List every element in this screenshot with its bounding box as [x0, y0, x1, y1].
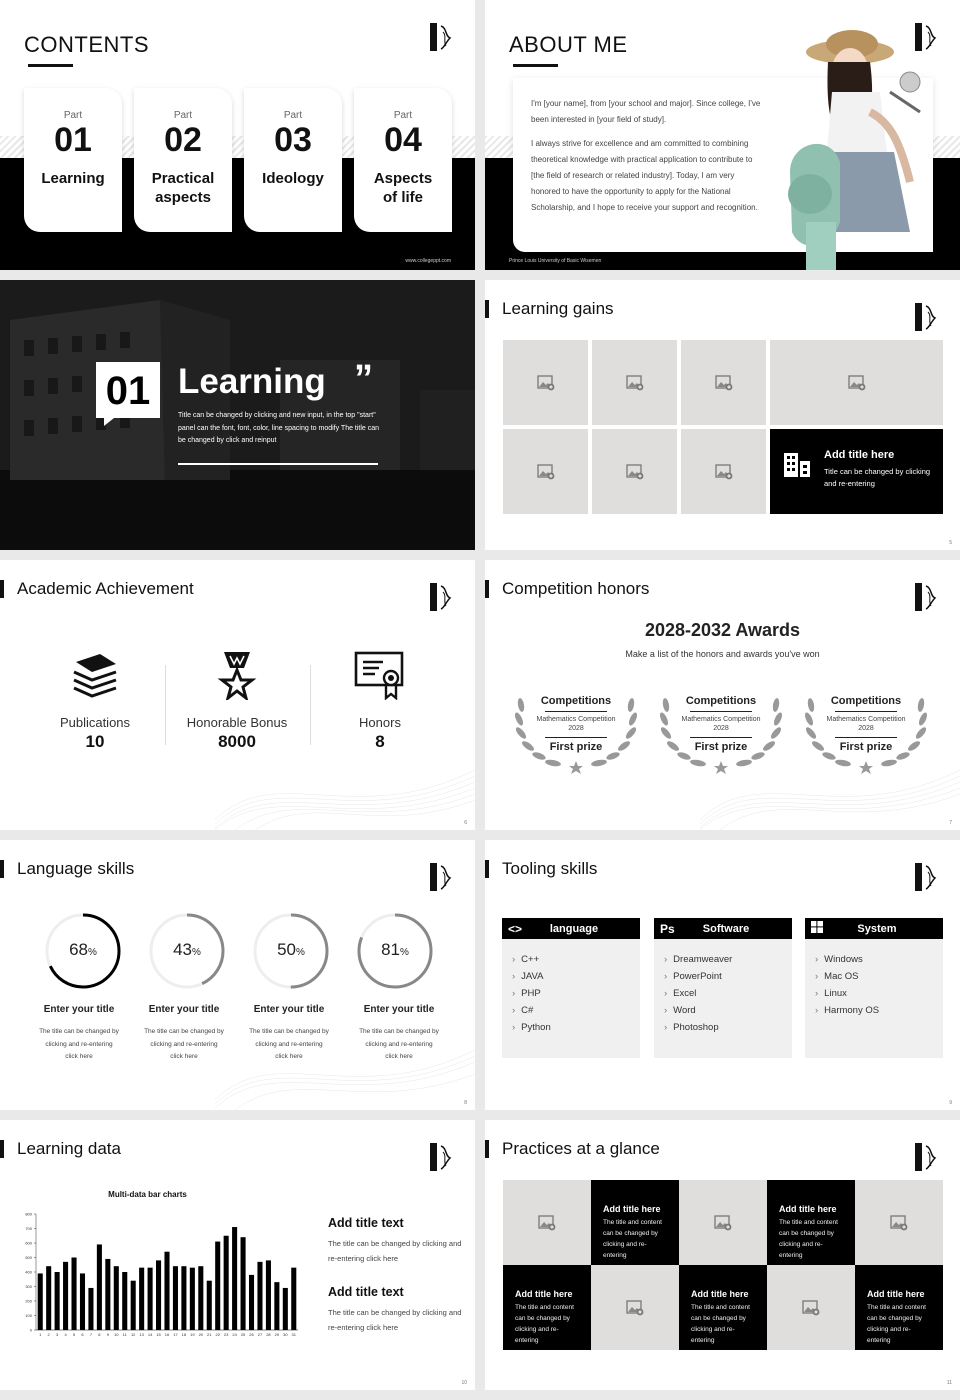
part-number: 02: [164, 121, 202, 159]
page-number: 8: [464, 1100, 467, 1106]
part-number: 03: [274, 121, 312, 159]
award-detail: Mathematics Competition 2028: [536, 716, 616, 732]
brand-logo-icon: [429, 1142, 453, 1172]
bar: [283, 1288, 288, 1330]
image-placeholder[interactable]: [855, 1180, 943, 1265]
x-tick-label: 22: [215, 1332, 220, 1337]
y-tick-label: 100: [25, 1313, 32, 1318]
skill-description: The title can be changed by clicking and re-entering click here: [359, 1028, 439, 1060]
contents-card-1[interactable]: [24, 88, 122, 232]
award-prize: First prize: [839, 741, 893, 753]
list-item: › Harmony OS: [815, 1002, 943, 1019]
image-placeholder[interactable]: [681, 429, 766, 514]
part-number: 04: [384, 121, 422, 159]
practice-card[interactable]: [855, 1265, 943, 1350]
section-title: Learning: [178, 362, 326, 401]
award-badge-1: [511, 685, 641, 777]
part-name: Aspects of life: [373, 170, 433, 206]
image-add-icon: [626, 1300, 644, 1316]
slide-language-skills[interactable]: [0, 840, 475, 1110]
x-tick-label: 16: [164, 1332, 170, 1337]
bar: [122, 1272, 127, 1330]
x-tick-label: 5: [72, 1332, 76, 1337]
card-title: Add title here: [691, 1289, 749, 1299]
slide-tooling-skills[interactable]: [485, 840, 960, 1110]
bar: [148, 1268, 153, 1330]
ring-percent: 68%: [69, 940, 97, 959]
slide-header: [0, 580, 194, 598]
part-label: Part: [283, 110, 303, 121]
image-add-icon: [715, 464, 733, 480]
bar: [274, 1282, 279, 1330]
award-detail: Mathematics Competition 2028: [681, 716, 761, 732]
x-tick-label: 11: [122, 1332, 127, 1337]
bar-chart: [12, 1208, 302, 1348]
brand-logo-icon: [914, 1142, 938, 1172]
slide-header: [485, 300, 614, 318]
medal-star-icon: [210, 650, 264, 700]
slide-about-me[interactable]: [485, 0, 960, 270]
x-tick-label: 24: [232, 1332, 237, 1337]
footer-url: www.collegeppt.com: [405, 258, 451, 264]
slide-header: [0, 860, 134, 878]
bar: [114, 1266, 119, 1330]
image-add-icon: [626, 464, 644, 480]
part-name: Ideology: [262, 170, 324, 187]
image-placeholder[interactable]: [681, 340, 766, 425]
contents-card-2[interactable]: [134, 88, 232, 232]
title-underline: [513, 64, 558, 67]
slide-title: Learning gains: [502, 299, 614, 318]
list-item: › Linux: [815, 985, 943, 1002]
bar: [249, 1275, 254, 1330]
skill-description: The title can be changed by clicking and re-entering click here: [39, 1028, 119, 1060]
slide-learning-data[interactable]: [0, 1120, 475, 1390]
brand-logo-icon: [914, 862, 938, 892]
x-tick-label: 13: [139, 1332, 144, 1337]
x-tick-label: 28: [266, 1332, 271, 1337]
ring-percent: 50%: [277, 940, 305, 959]
card-title: Add title here: [867, 1289, 925, 1299]
part-number: 01: [54, 121, 92, 159]
slide-competition-honors[interactable]: [485, 560, 960, 830]
bar: [173, 1266, 178, 1330]
slide-title: Language skills: [17, 859, 135, 878]
list-item: › C#: [512, 1002, 640, 1019]
skill-title: Enter your title: [43, 1004, 115, 1015]
x-tick-label: 2: [47, 1332, 50, 1337]
slide-header: [0, 1140, 121, 1158]
image-add-icon: [802, 1300, 820, 1316]
bar: [257, 1262, 262, 1330]
bar: [241, 1237, 246, 1330]
bar: [164, 1252, 169, 1330]
page-number: 11: [946, 1380, 952, 1386]
bar: [88, 1288, 93, 1330]
image-placeholder[interactable]: [679, 1180, 767, 1265]
bar: [156, 1260, 161, 1330]
skill-description: The title can be changed by clicking and re-entering click here: [144, 1028, 224, 1060]
part-label: Part: [173, 110, 193, 121]
buildings-icon: [782, 451, 812, 479]
part-name: Learning: [41, 170, 105, 187]
image-add-icon: [537, 375, 555, 391]
image-add-icon: [537, 464, 555, 480]
image-placeholder[interactable]: [503, 340, 588, 425]
bar: [38, 1273, 43, 1330]
y-tick-label: 800: [25, 1211, 32, 1217]
x-tick-label: 10: [114, 1332, 119, 1337]
list-item: › Windows: [815, 951, 943, 968]
y-tick-label: 400: [25, 1269, 32, 1275]
bar: [46, 1266, 51, 1330]
practice-card[interactable]: [679, 1265, 767, 1350]
list-item: › C++: [512, 951, 640, 968]
page-number: 10: [461, 1380, 467, 1386]
image-add-icon: [714, 1215, 732, 1231]
part-label: Part: [393, 110, 413, 121]
image-add-icon: [890, 1215, 908, 1231]
bar: [190, 1268, 195, 1330]
image-placeholder[interactable]: [592, 429, 677, 514]
y-tick-label: 300: [25, 1284, 32, 1289]
brand-logo-icon: [429, 22, 453, 52]
x-tick-label: 29: [274, 1332, 280, 1337]
slide-title: Tooling skills: [502, 859, 598, 878]
skill-title: Enter your title: [148, 1004, 220, 1015]
tool-column-language: [502, 918, 640, 1058]
bar: [139, 1268, 144, 1330]
section-description: Title can be changed by clicking and new input, in the top "start" panel can the font, font, color, line spacing to modify The title can be changed by click and reinput: [178, 412, 380, 444]
page-number: 9: [949, 1100, 952, 1106]
skill-title: Enter your title: [363, 1004, 435, 1015]
slide-learning-gains[interactable]: [485, 280, 960, 550]
bar: [105, 1259, 110, 1330]
wave-decoration: [215, 740, 475, 830]
list-item: › Python: [512, 1019, 640, 1036]
slide-academic-achievement[interactable]: [0, 560, 475, 830]
y-tick-label: 0: [29, 1327, 32, 1333]
bar: [63, 1262, 68, 1330]
section-underline: [178, 463, 378, 465]
award-prize: First prize: [549, 741, 603, 753]
list-item: › Excel: [664, 985, 792, 1002]
list-item: › PowerPoint: [664, 968, 792, 985]
card-description: The title and content can be changed by clicking and re-entering: [779, 1219, 838, 1259]
list-item: › Dreamweaver: [664, 951, 792, 968]
list-item: › PHP: [512, 985, 640, 1002]
list-item: › Word: [664, 1002, 792, 1019]
image-placeholder[interactable]: [767, 1265, 855, 1350]
y-tick-label: 200: [25, 1298, 32, 1304]
x-tick-label: 27: [257, 1332, 263, 1337]
award-detail: Mathematics Competition 2028: [826, 716, 906, 732]
x-tick-label: 30: [283, 1332, 288, 1337]
books-stack-icon: [68, 650, 122, 700]
page-number: 7: [949, 820, 952, 826]
stat-value: 8000: [218, 732, 256, 751]
title-underline: [28, 64, 73, 67]
x-tick-label: 23: [223, 1332, 229, 1337]
part-name: Practical aspects: [151, 170, 215, 206]
slide-title: Learning data: [17, 1139, 121, 1158]
image-placeholder[interactable]: [591, 1265, 679, 1350]
block-title: Add title text: [328, 1285, 404, 1299]
windows-icon: [811, 921, 833, 936]
x-tick-label: 14: [147, 1332, 153, 1337]
bar: [131, 1281, 136, 1330]
card-title: Add title here: [603, 1204, 661, 1214]
part-label: Part: [63, 110, 83, 121]
certificate-icon: [353, 650, 407, 700]
list-item: › JAVA: [512, 968, 640, 985]
section-number: 01: [96, 362, 160, 418]
slide-header: [485, 580, 649, 598]
tool-column-software: [654, 918, 792, 1058]
progress-ring-2: [148, 912, 226, 990]
feature-card[interactable]: [770, 429, 943, 514]
block-description: The title can be changed by clicking and re-entering click here: [328, 1308, 462, 1332]
x-tick-label: 7: [89, 1332, 93, 1337]
bar: [232, 1227, 237, 1330]
speech-tail: [104, 418, 114, 426]
x-tick-label: 26: [249, 1332, 254, 1337]
page-number: 6: [464, 820, 467, 826]
x-tick-label: 18: [181, 1332, 187, 1337]
slide-title: Academic Achievement: [17, 579, 194, 598]
y-tick-label: 600: [25, 1240, 32, 1246]
slide-title: Practices at a glance: [502, 1139, 660, 1158]
footer-text: Prince Louis University of Basic Wisemen: [509, 258, 602, 264]
skill-description: The title can be changed by clicking and re-entering click here: [249, 1028, 329, 1060]
x-tick-label: 6: [81, 1332, 84, 1337]
contents-card-3[interactable]: [244, 88, 342, 232]
card-description: The title and content can be changed by clicking and re-entering: [515, 1304, 574, 1344]
block-description: The title can be changed by clicking and re-entering click here: [328, 1239, 462, 1263]
bar: [215, 1242, 220, 1330]
award-category: Competitions: [830, 695, 902, 707]
y-tick-label: 700: [25, 1226, 32, 1231]
practice-card[interactable]: [591, 1180, 679, 1265]
awards-title: 2028-2032 Awards: [644, 620, 801, 640]
list-item: › Photoshop: [664, 1019, 792, 1036]
x-tick-label: 1: [39, 1332, 42, 1337]
progress-ring-3: [252, 912, 330, 990]
brand-logo-icon: [914, 302, 938, 332]
bar: [80, 1273, 85, 1330]
card-title: Add title here: [515, 1289, 573, 1299]
stat-honors: [305, 650, 455, 752]
bar: [55, 1272, 60, 1330]
slide-title: Competition honors: [502, 579, 650, 598]
x-tick-label: 17: [173, 1332, 178, 1337]
awards-subtitle: Make a list of the honors and awards you've won: [625, 649, 820, 659]
stat-publications: [20, 650, 170, 752]
portrait-photo: [770, 22, 960, 270]
brand-logo-icon: [429, 582, 453, 612]
x-tick-label: 12: [130, 1332, 136, 1337]
image-add-icon: [715, 375, 733, 391]
image-add-icon: [626, 375, 644, 391]
image-add-icon: [538, 1215, 556, 1231]
quote-mark: ”: [354, 358, 373, 400]
image-placeholder[interactable]: [770, 340, 943, 425]
progress-ring-4: [356, 912, 434, 990]
list-item: › Mac OS: [815, 968, 943, 985]
skill-title: Enter your title: [253, 1004, 325, 1015]
code-brackets-icon: <>: [508, 921, 523, 936]
about-paragraph-2: I always strive for excellence and am committed to combining theoretical knowledge with practical application to contribute to [the field of research or related industry]. Today, I am very honored to have the opportunity to apply for the National Scholarship, and I hope to receive your support and recognition.: [531, 139, 758, 212]
bar: [291, 1268, 296, 1330]
brand-logo-icon: [429, 862, 453, 892]
award-prize: First prize: [694, 741, 748, 753]
stat-label: Publications: [59, 715, 131, 730]
card-description: The title and content can be changed by clicking and re-entering: [691, 1304, 750, 1344]
card-description: The title and content can be changed by clicking and re-entering: [603, 1219, 662, 1259]
practice-card[interactable]: [767, 1180, 855, 1265]
x-tick-label: 8: [98, 1332, 101, 1337]
card-title: Add title here: [824, 449, 895, 461]
page-number: 5: [949, 540, 952, 546]
stat-label: Honors: [359, 715, 401, 730]
slide-contents[interactable]: [0, 0, 475, 270]
practice-card[interactable]: [503, 1265, 591, 1350]
award-category: Competitions: [685, 695, 757, 707]
chart-title: Multi-data bar charts: [108, 1190, 187, 1199]
contents-card-4[interactable]: [354, 88, 452, 232]
bar: [266, 1260, 271, 1330]
x-tick-label: 25: [240, 1332, 246, 1337]
image-add-icon: [848, 375, 866, 391]
tool-column-header: System: [805, 918, 943, 939]
bar: [97, 1244, 102, 1330]
award-badge-3: [801, 685, 931, 777]
slide-title: ABOUT ME: [509, 32, 628, 57]
slide-title: CONTENTS: [24, 32, 149, 57]
stat-value: 8: [375, 732, 385, 751]
stat-value: 10: [85, 732, 105, 751]
tool-column-header: Ps Software: [654, 918, 792, 939]
bar: [198, 1266, 203, 1330]
card-title: Add title here: [779, 1204, 837, 1214]
tool-column-system: [805, 918, 943, 1058]
stat-label: Honorable Bonus: [186, 715, 288, 730]
tool-list: [502, 939, 640, 1036]
tool-list: [654, 939, 792, 1036]
x-tick-label: 19: [190, 1332, 195, 1337]
block-title: Add title text: [328, 1216, 404, 1230]
ring-percent: 43%: [173, 940, 201, 959]
image-placeholder[interactable]: [503, 1180, 591, 1265]
bar: [224, 1236, 229, 1330]
award-badge-2: [656, 685, 786, 777]
card-description: The title and content can be changed by clicking and re-entering: [867, 1304, 926, 1344]
x-tick-label: 4: [64, 1332, 67, 1337]
image-placeholder[interactable]: [503, 429, 588, 514]
bar: [181, 1266, 186, 1330]
slide-section-learning[interactable]: [0, 280, 475, 550]
brand-logo-icon: [914, 582, 938, 612]
photoshop-icon: Ps: [660, 921, 675, 936]
x-tick-label: 21: [207, 1332, 212, 1337]
about-paragraph-1: I'm [your name], from [your school and major]. Since college, I've been interested in [your field of study].: [531, 99, 761, 124]
x-tick-label: 15: [156, 1332, 161, 1337]
award-category: Competitions: [540, 695, 612, 707]
x-tick-label: 3: [56, 1332, 59, 1337]
progress-ring-1: [44, 912, 122, 990]
y-tick-label: 500: [25, 1255, 32, 1260]
ring-percent: 81%: [381, 940, 409, 959]
tool-list: [805, 939, 943, 1019]
card-description: Title can be changed by clicking and re-entering: [824, 467, 931, 488]
stat-honorable-bonus: [162, 650, 312, 752]
x-tick-label: 31: [291, 1332, 297, 1337]
x-tick-label: 9: [106, 1332, 109, 1337]
tool-column-header: <> language: [502, 918, 640, 939]
bar: [71, 1258, 76, 1331]
x-tick-label: 20: [198, 1332, 204, 1337]
slide-header: [485, 1140, 660, 1158]
slide-header: [485, 860, 597, 878]
image-placeholder[interactable]: [592, 340, 677, 425]
slide-practices[interactable]: [485, 1120, 960, 1390]
bar: [207, 1281, 212, 1330]
